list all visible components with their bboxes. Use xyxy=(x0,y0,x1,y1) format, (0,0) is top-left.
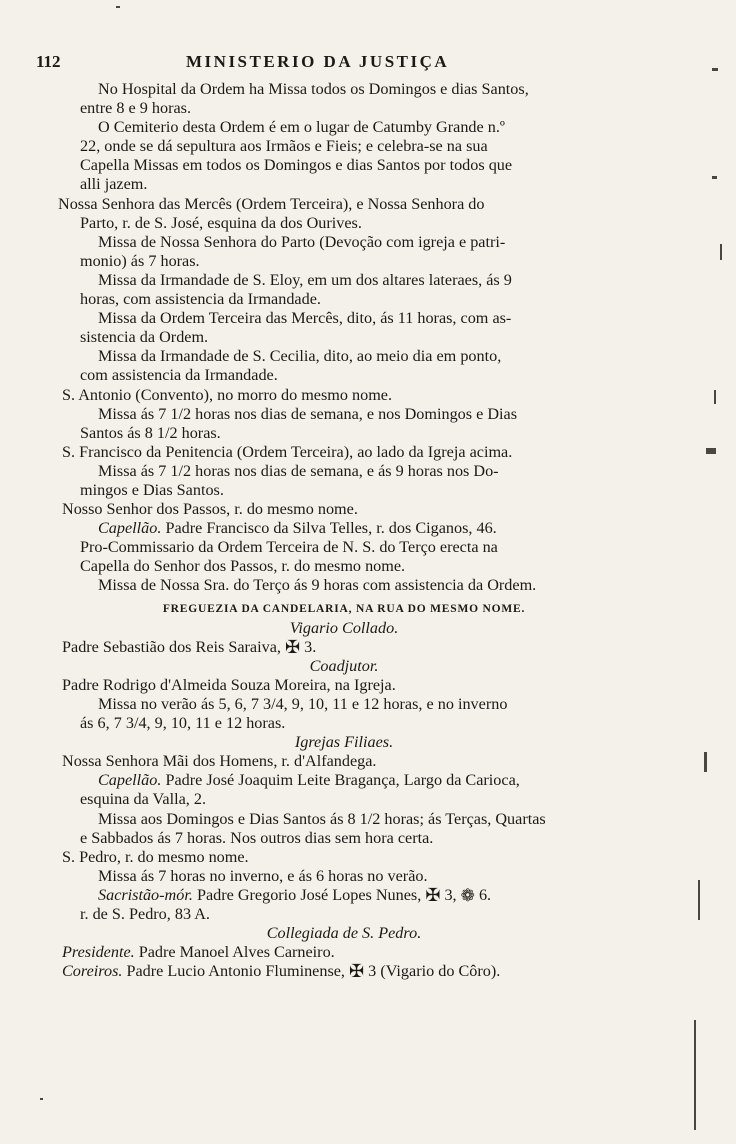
role-label: Coreiros. xyxy=(62,962,123,981)
text-line: Missa ás 7 1/2 horas nos dias de semana, e ás 9 horas nos Do- xyxy=(98,461,499,480)
text-line: alli jazem. xyxy=(80,175,148,194)
cross-of-order-icon: ✠ xyxy=(284,636,301,657)
role-label: Sacristão-mór. xyxy=(98,885,193,904)
text-line: sistencia da Ordem. xyxy=(80,328,209,347)
role-label: Presidente. xyxy=(62,943,135,962)
subheading: Igrejas Filiaes. xyxy=(294,733,394,752)
text-line: Missa aos Domingos e Dias Santos ás 8 1/2 horas; ás Terças, Quartas xyxy=(98,809,546,828)
scan-speck xyxy=(712,68,718,71)
text-line: ás 6, 7 3/4, 9, 10, 11 e 12 horas. xyxy=(80,714,286,733)
subheading: Vigario Collado. xyxy=(289,618,399,637)
text-line: esquina da Valla, 2. xyxy=(80,790,207,809)
text-segment: Padre Francisco da Silva Telles, r. dos Ciganos, 46. xyxy=(165,519,497,538)
text-line xyxy=(58,519,630,538)
text-line: O Cemiterio desta Ordem é em o lugar de Catumby Grande n.º xyxy=(98,118,505,137)
text-line xyxy=(58,943,630,962)
subheading: Coadjutor. xyxy=(309,656,379,675)
page-number: 112 xyxy=(36,52,61,71)
text-line: No Hospital da Ordem ha Missa todos os Domingos e dias Santos, xyxy=(98,80,529,98)
text-line: Pro-Commissario da Ordem Terceira de N. S. do Terço erecta na xyxy=(80,538,498,557)
text-line xyxy=(58,886,630,905)
text-segment: Padre Manoel Alves Carneiro. xyxy=(138,943,335,962)
text-line: Missa de Nossa Sra. do Terço ás 9 horas com assistencia da Ordem. xyxy=(98,576,537,595)
text-line: r. de S. Pedro, 83 A. xyxy=(80,905,210,924)
text-segment: 3. xyxy=(304,637,317,656)
text-line: S. Pedro, r. do mesmo nome. xyxy=(62,847,249,866)
text-line: Padre Rodrigo d'Almeida Souza Moreira, na Igreja. xyxy=(62,675,396,694)
text-line: mingos e Dias Santos. xyxy=(80,480,224,499)
text-line: Capella do Senhor dos Passos, r. do mesmo nome. xyxy=(80,557,406,576)
scan-speck xyxy=(714,390,716,404)
cross-of-order-icon: ✠ xyxy=(349,961,365,982)
role-label: Capellão. xyxy=(98,771,162,790)
text-segment: Padre Gregorio José Lopes Nunes, xyxy=(196,885,422,904)
text-line: Missa ás 7 1/2 horas nos dias de semana, e nos Domingos e Dias xyxy=(98,404,518,423)
text-line xyxy=(58,962,630,981)
page-header xyxy=(36,52,636,76)
text-line xyxy=(58,638,630,657)
scan-speck xyxy=(116,6,120,8)
scan-speck xyxy=(720,244,722,260)
scan-speck xyxy=(698,880,700,920)
text-line: S. Francisco da Penitencia (Ordem Terceira), ao lado da Igreja acima. xyxy=(62,442,513,461)
role-label: Capellão. xyxy=(98,519,162,538)
text-line: Missa de Nossa Senhora do Parto (Devoção com igreja e patri- xyxy=(98,232,506,251)
text-segment: Padre Lucio Antonio Fluminense, xyxy=(126,962,345,981)
text-segment: 3, xyxy=(444,885,457,904)
scan-speck xyxy=(706,448,716,454)
text-line: com assistencia da Irmandade. xyxy=(80,366,278,385)
running-title: MINISTERIO DA JUSTIÇA xyxy=(186,52,450,71)
scan-speck xyxy=(704,752,707,772)
text-line: entre 8 e 9 horas. xyxy=(80,99,192,118)
order-rose-icon: ❁ xyxy=(460,885,475,905)
scan-speck xyxy=(712,176,717,179)
text-line: e Sabbados ás 7 horas. Nos outros dias sem hora certa. xyxy=(80,828,434,847)
text-segment: Padre José Joaquim Leite Bragança, Largo da Carioca, xyxy=(165,771,520,790)
text-line: S. Antonio (Convento), no morro do mesmo nome. xyxy=(62,385,393,404)
text-line: Missa da Irmandade de S. Cecilia, dito, ao meio dia em ponto, xyxy=(98,347,502,366)
text-segment: 3 (Vigario do Côro). xyxy=(368,962,501,981)
text-segment: 6. xyxy=(478,885,492,904)
text-line: Parto, r. de S. José, esquina da dos Ourives. xyxy=(80,213,362,232)
text-segment: Padre Sebastião dos Reis Saraiva, xyxy=(62,637,281,656)
text-line: horas, com assistencia da Irmandade. xyxy=(80,290,321,309)
subheading: Collegiada de S. Pedro. xyxy=(266,924,422,943)
scan-speck xyxy=(694,1020,696,1130)
cross-of-order-icon: ✠ xyxy=(425,884,441,905)
text-line: Nossa Senhora das Mercês (Ordem Terceira), e Nossa Senhora do xyxy=(58,194,485,213)
text-line: Missa da Irmandade de S. Eloy, em um dos altares lateraes, ás 9 xyxy=(98,270,512,289)
text-line: 22, onde se dá sepultura aos Irmãos e Fieis; e celebra-se na sua xyxy=(80,137,488,156)
text-line: Santos ás 8 1/2 horas. xyxy=(80,423,221,442)
text-line: Missa da Ordem Terceira das Mercês, dito, ás 11 horas, com as- xyxy=(98,309,512,328)
text-line: Nossa Senhora Mãi dos Homens, r. d'Alfandega. xyxy=(62,752,377,771)
text-line xyxy=(58,771,630,790)
scan-speck xyxy=(40,1098,43,1100)
text-line: Missa ás 7 horas no inverno, e ás 6 horas no verão. xyxy=(98,866,428,885)
page-body xyxy=(58,80,630,981)
text-line: Capella Missas em todos os Domingos e dias Santos por todos que xyxy=(80,156,513,175)
section-heading: FREGUEZIA DA CANDELARIA, NA RUA DO MESMO NOME. xyxy=(162,602,526,615)
text-line: monio) ás 7 horas. xyxy=(80,251,200,270)
text-line: Missa no verão ás 5, 6, 7 3/4, 9, 10, 11 e 12 horas, e no inverno xyxy=(98,695,508,713)
text-line: Nosso Senhor dos Passos, r. do mesmo nome. xyxy=(62,500,358,519)
